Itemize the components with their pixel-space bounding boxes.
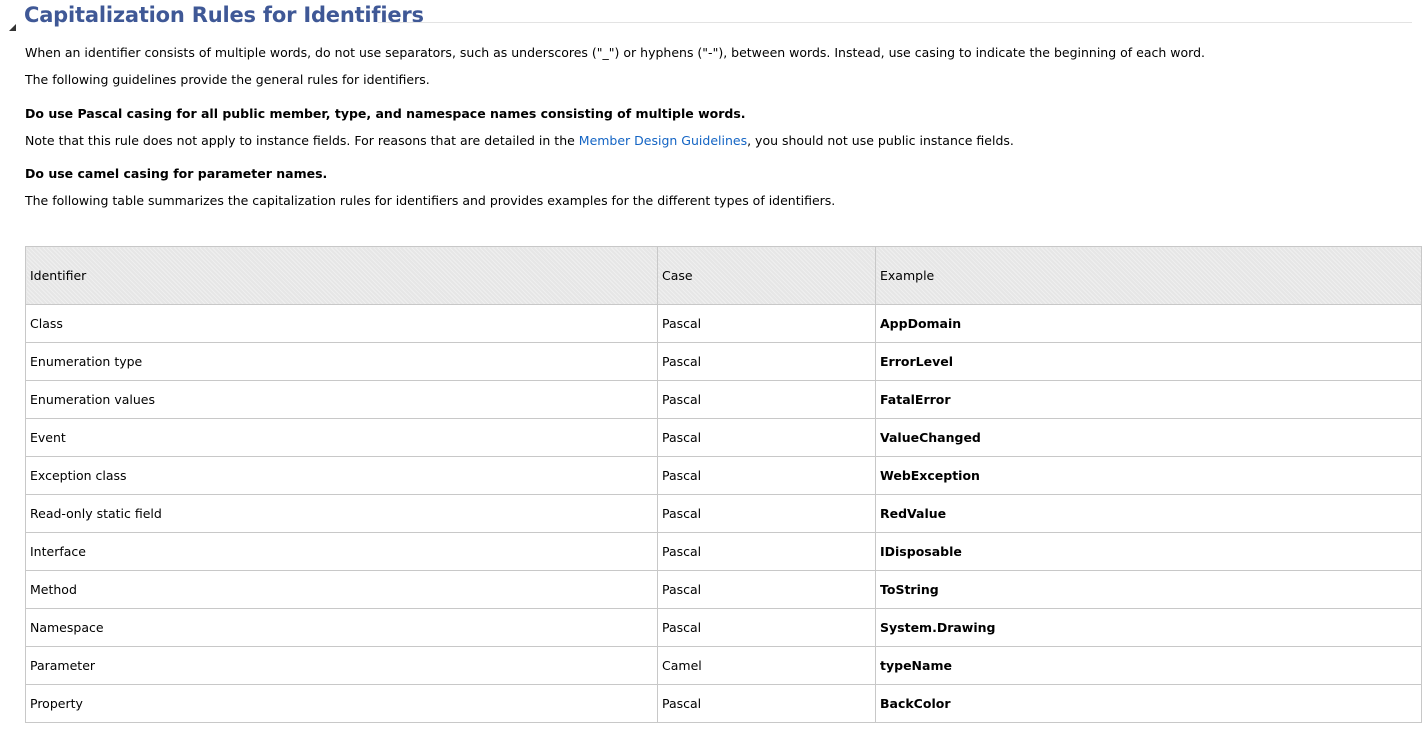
case-cell: Pascal bbox=[658, 533, 876, 571]
table-row bbox=[26, 685, 1422, 723]
identifier-cell: Class bbox=[26, 305, 658, 343]
identifier-cell: Enumeration type bbox=[26, 343, 658, 381]
intro-paragraph: When an identifier consists of multiple words, do not use separators, such as underscores ("_") or hyphens ("-"), between words. Instead, use casing to indicate the beginning of each word. bbox=[25, 45, 1205, 60]
header-case: Case bbox=[658, 247, 876, 305]
table-row bbox=[26, 343, 1422, 381]
identifier-cell: Method bbox=[26, 571, 658, 609]
member-design-guidelines-link[interactable]: Member Design Guidelines bbox=[578, 133, 748, 148]
case-cell: Camel bbox=[658, 647, 876, 685]
example-cell: FatalError bbox=[876, 381, 1422, 419]
case-cell: Pascal bbox=[658, 343, 876, 381]
example-cell: ToString bbox=[876, 571, 1422, 609]
identifier-cell: Exception class bbox=[26, 457, 658, 495]
example-cell: BackColor bbox=[876, 685, 1422, 723]
example-cell: ErrorLevel bbox=[876, 343, 1422, 381]
example-cell: System.Drawing bbox=[876, 609, 1422, 647]
collapse-triangle-icon[interactable] bbox=[9, 24, 16, 31]
note-text-after: , you should not use public instance fields. bbox=[747, 133, 1014, 148]
table-row bbox=[26, 609, 1422, 647]
note-text-before: Note that this rule does not apply to instance fields. For reasons that are detailed in the bbox=[25, 133, 579, 148]
guidelines-paragraph: The following guidelines provide the general rules for identifiers. bbox=[25, 72, 430, 87]
case-cell: Pascal bbox=[658, 381, 876, 419]
camel-rule-heading: Do use camel casing for parameter names. bbox=[25, 166, 328, 181]
example-cell: WebException bbox=[876, 457, 1422, 495]
case-cell: Pascal bbox=[658, 685, 876, 723]
example-cell: ValueChanged bbox=[876, 419, 1422, 457]
case-cell: Pascal bbox=[658, 571, 876, 609]
case-cell: Pascal bbox=[658, 419, 876, 457]
example-cell: AppDomain bbox=[876, 305, 1422, 343]
table-row bbox=[26, 381, 1422, 419]
identifier-cell: Event bbox=[26, 419, 658, 457]
pascal-rule-heading: Do use Pascal casing for all public member, type, and namespace names consisting of multiple words. bbox=[25, 106, 746, 121]
header-example: Example bbox=[876, 247, 1422, 305]
table-header-row bbox=[26, 247, 1422, 305]
identifier-cell: Read-only static field bbox=[26, 495, 658, 533]
table-row bbox=[26, 495, 1422, 533]
table-intro-paragraph: The following table summarizes the capitalization rules for identifiers and provides examples for the different types of identifiers. bbox=[25, 193, 836, 208]
identifier-cell: Property bbox=[26, 685, 658, 723]
table-row bbox=[26, 305, 1422, 343]
case-cell: Pascal bbox=[658, 609, 876, 647]
case-cell: Pascal bbox=[658, 305, 876, 343]
header-identifier: Identifier bbox=[26, 247, 658, 305]
table-row bbox=[26, 571, 1422, 609]
example-cell: typeName bbox=[876, 647, 1422, 685]
capitalization-rules-table bbox=[25, 246, 1422, 723]
identifier-cell: Interface bbox=[26, 533, 658, 571]
header-divider bbox=[378, 22, 1412, 23]
example-cell: IDisposable bbox=[876, 533, 1422, 571]
table-row bbox=[26, 419, 1422, 457]
table-row bbox=[26, 533, 1422, 571]
section-title: Capitalization Rules for Identifiers bbox=[24, 3, 424, 27]
section-header[interactable] bbox=[0, 3, 1420, 33]
identifier-cell: Parameter bbox=[26, 647, 658, 685]
table-row bbox=[26, 457, 1422, 495]
example-cell: RedValue bbox=[876, 495, 1422, 533]
case-cell: Pascal bbox=[658, 495, 876, 533]
table-row bbox=[26, 647, 1422, 685]
case-cell: Pascal bbox=[658, 457, 876, 495]
identifier-cell: Namespace bbox=[26, 609, 658, 647]
instance-fields-note bbox=[25, 133, 1014, 149]
identifier-cell: Enumeration values bbox=[26, 381, 658, 419]
